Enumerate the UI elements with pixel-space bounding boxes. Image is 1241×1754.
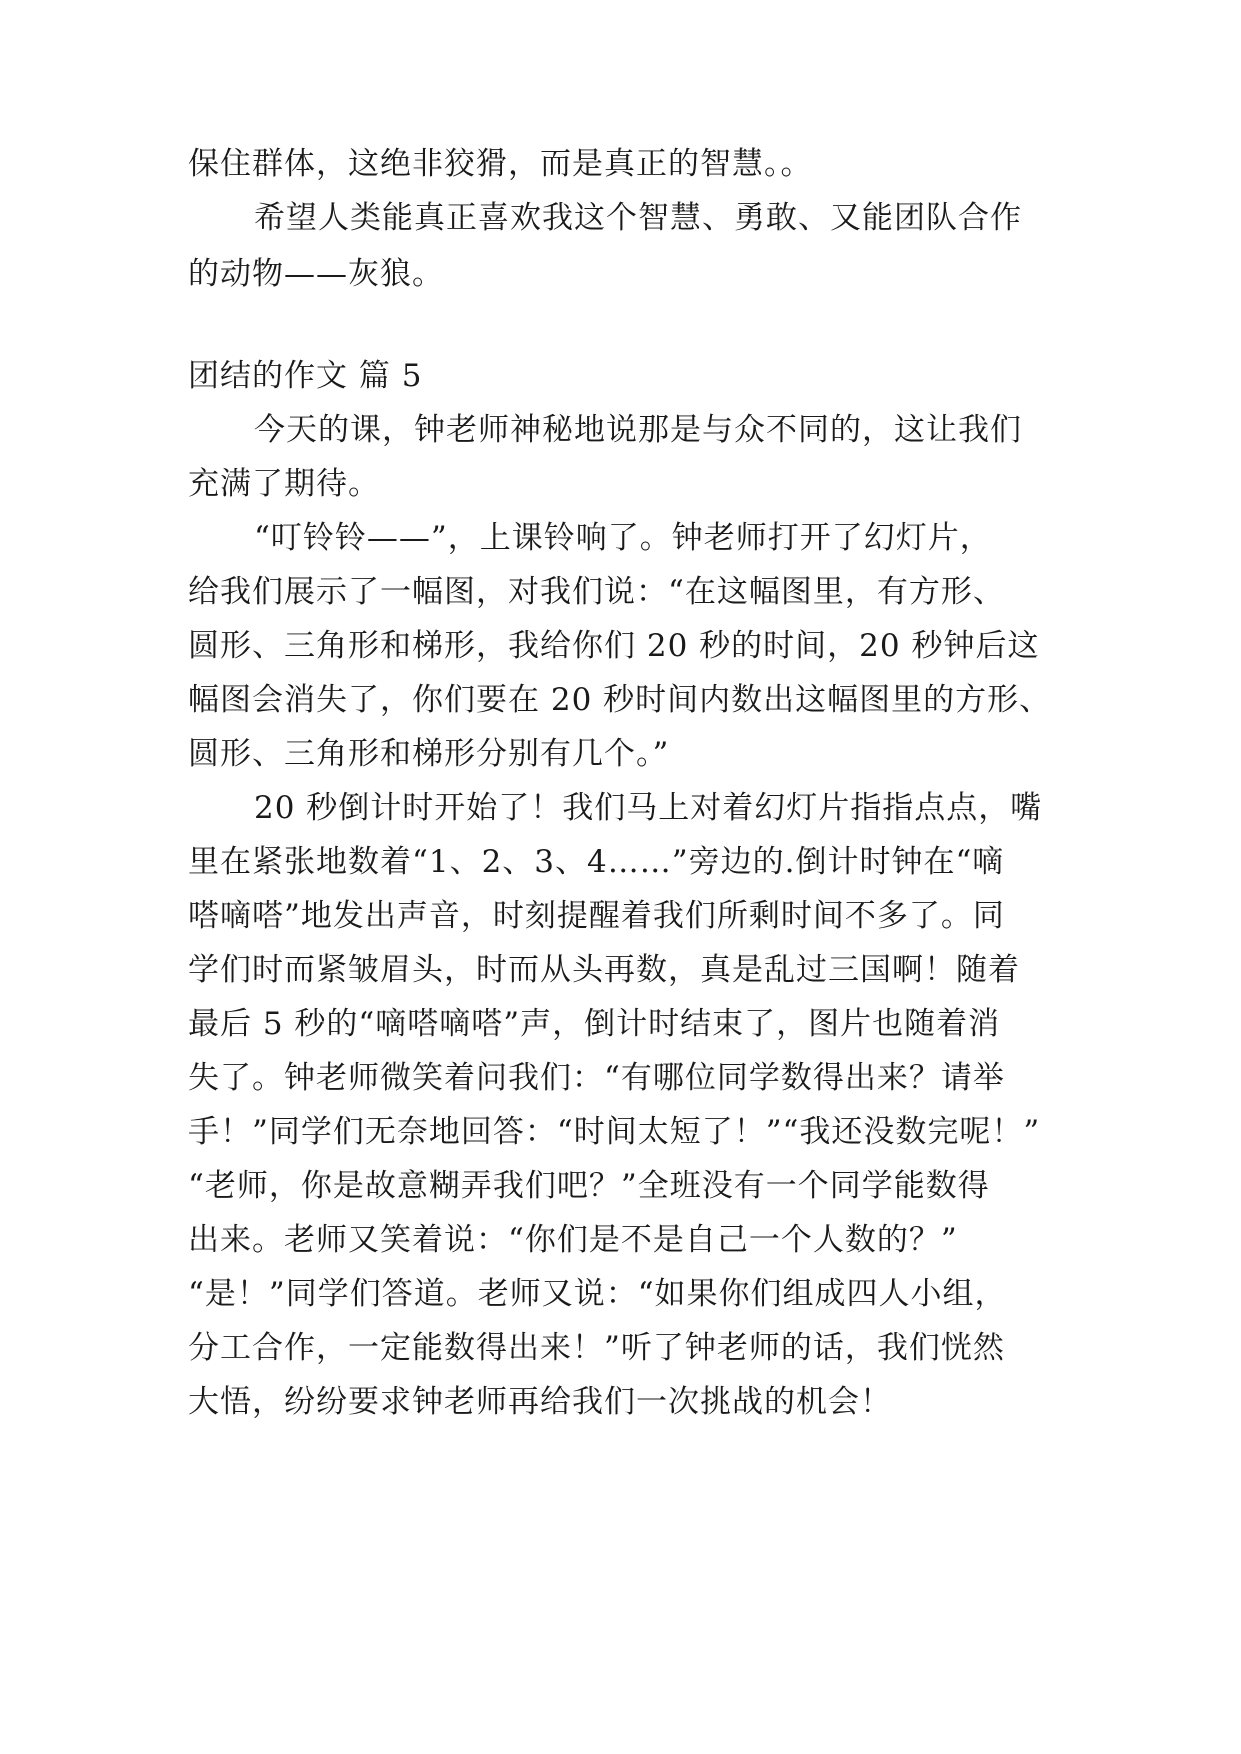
- text-line: 圆形、三角形和梯形，我给你们 20 秒的时间，20 秒钟后这: [188, 628, 1040, 664]
- text-line: 分工合作，一定能数得出来！”听了钟老师的话，我们恍然: [188, 1330, 1005, 1366]
- text-line: 学们时而紧皱眉头，时而从头再数，真是乱过三国啊！随着: [188, 952, 1020, 988]
- text-line: 幅图会消失了，你们要在 20 秒时间内数出这幅图里的方形、: [188, 682, 1052, 718]
- text-line: 的动物——灰狼。: [188, 256, 444, 292]
- text-line: “老师，你是故意糊弄我们吧？”全班没有一个同学能数得: [188, 1168, 990, 1204]
- text-line: 出来。老师又笑着说：“你们是不是自己一个人数的？”: [188, 1222, 958, 1258]
- text-line: 失了。钟老师微笑着问我们：“有哪位同学数得出来？请举: [188, 1060, 1005, 1096]
- text-line: 圆形、三角形和梯形分别有几个。”: [188, 736, 670, 772]
- text-line: 20 秒倒计时开始了！我们马上对着幻灯片指指点点，嘴: [254, 790, 1043, 826]
- text-line: 给我们展示了一幅图，对我们说：“在这幅图里，有方形、: [188, 574, 1005, 610]
- text-line: 保住群体，这绝非狡猾，而是真正的智慧。。: [188, 146, 813, 182]
- text-line: “叮铃铃——”，上课铃响了。钟老师打开了幻灯片，: [254, 520, 992, 556]
- text-line: 大悟，纷纷要求钟老师再给我们一次挑战的机会！: [188, 1384, 892, 1420]
- text-line: 嗒嘀嗒”地发出声音，时刻提醒着我们所剩时间不多了。同: [188, 898, 1005, 934]
- text-line: 今天的课，钟老师神秘地说那是与众不同的，这让我们: [254, 412, 1022, 448]
- text-line: “是！”同学们答道。老师又说：“如果你们组成四人小组，: [188, 1276, 1007, 1312]
- text-line: 希望人类能真正喜欢我这个智慧、勇敢、又能团队合作: [254, 200, 1022, 236]
- section-heading: 团结的作文 篇 5: [188, 358, 423, 394]
- text-line: 手！”同学们无奈地回答：“时间太短了！”“我还没数完呢！”: [188, 1114, 1041, 1150]
- text-line: 最后 5 秒的“嘀嗒嘀嗒”声，倒计时结束了，图片也随着消: [188, 1006, 1001, 1042]
- text-line: 里在紧张地数着“1、2、3、4……”旁边的.倒计时钟在“嘀: [188, 844, 1005, 880]
- text-line: 充满了期待。: [188, 466, 380, 502]
